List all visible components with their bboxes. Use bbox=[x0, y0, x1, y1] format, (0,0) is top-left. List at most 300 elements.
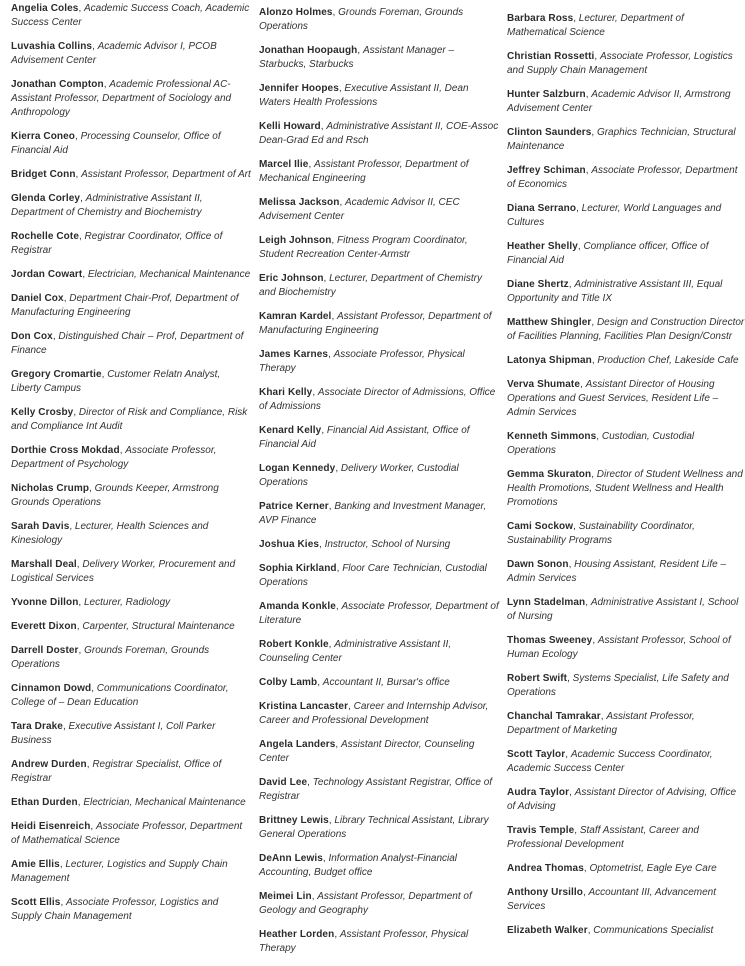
name-title-separator: , bbox=[103, 79, 110, 90]
staff-entry bbox=[11, 292, 251, 320]
staff-entry bbox=[507, 886, 745, 914]
staff-name: Audra Taylor bbox=[507, 787, 570, 798]
staff-entry bbox=[507, 430, 745, 458]
staff-name: Andrea Thomas bbox=[507, 863, 584, 874]
staff-name: Travis Temple bbox=[507, 825, 575, 836]
name-title-separator: , bbox=[591, 127, 597, 138]
staff-title: Banking and Investment Manager, AVP Finance bbox=[259, 501, 487, 526]
staff-entry bbox=[259, 272, 499, 300]
staff-title: Academic Success Coach, Academic Success Center bbox=[11, 3, 250, 28]
staff-entry bbox=[259, 500, 499, 528]
staff-name: Yvonne Dillon bbox=[11, 597, 79, 608]
name-title-separator: , bbox=[568, 279, 575, 290]
name-title-separator: , bbox=[82, 269, 88, 280]
staff-entry bbox=[11, 406, 251, 434]
name-title-separator: , bbox=[323, 273, 330, 284]
name-title-separator: , bbox=[321, 425, 327, 436]
staff-name: Scott Taylor bbox=[507, 749, 566, 760]
name-title-separator: , bbox=[69, 521, 75, 532]
staff-title: Financial Aid Assistant, Office of Financial Aid bbox=[259, 425, 470, 450]
staff-entry bbox=[259, 538, 499, 552]
staff-entry bbox=[507, 278, 745, 306]
staff-entry bbox=[507, 824, 745, 852]
staff-entry bbox=[11, 230, 251, 258]
staff-entry bbox=[507, 468, 745, 510]
staff-name: Amanda Konkle bbox=[259, 601, 336, 612]
staff-title: Assistant Manager – Starbucks, Starbucks bbox=[259, 45, 455, 70]
name-title-separator: , bbox=[594, 51, 600, 62]
staff-title: Lecturer, Logistics and Supply Chain Management bbox=[11, 859, 228, 884]
name-title-separator: , bbox=[328, 349, 334, 360]
name-title-separator: , bbox=[574, 825, 580, 836]
staff-title: Administrative Assistant III, Equal Opportunity and Title IX bbox=[507, 279, 723, 304]
staff-title: Housing Assistant, Resident Life – Admin Services bbox=[507, 559, 727, 584]
staff-name: Sophia Kirkland bbox=[259, 563, 337, 574]
staff-entry bbox=[507, 12, 745, 40]
staff-entry bbox=[11, 720, 251, 748]
staff-title: Electrician, Mechanical Maintenance bbox=[83, 797, 246, 808]
staff-title: Registrar Coordinator, Office of Registrar bbox=[11, 231, 223, 256]
staff-name: Thomas Sweeney bbox=[507, 635, 593, 646]
staff-entry bbox=[507, 354, 745, 368]
name-title-separator: , bbox=[591, 317, 597, 328]
name-title-separator: , bbox=[328, 501, 335, 512]
staff-entry bbox=[259, 348, 499, 376]
staff-title: Academic Success Coordinator, Academic Success Center bbox=[507, 749, 713, 774]
name-title-separator: , bbox=[78, 231, 85, 242]
staff-entry bbox=[259, 120, 499, 148]
staff-title: Registrar Specialist, Office of Registrar bbox=[11, 759, 222, 784]
name-title-separator: , bbox=[576, 203, 582, 214]
staff-entry bbox=[11, 796, 251, 810]
name-title-separator: , bbox=[86, 759, 93, 770]
staff-name: Latonya Shipman bbox=[507, 355, 592, 366]
staff-title: Associate Professor, Department of Economics bbox=[507, 165, 738, 190]
staff-title: Staff Assistant, Career and Professional Development bbox=[507, 825, 699, 850]
staff-name: Gregory Cromartie bbox=[11, 369, 102, 380]
name-title-separator: , bbox=[311, 891, 318, 902]
name-title-separator: , bbox=[119, 445, 126, 456]
staff-entry bbox=[11, 368, 251, 396]
staff-title: Custodian, Custodial Operations bbox=[507, 431, 695, 456]
staff-name: Jennifer Hoopes bbox=[259, 83, 339, 94]
staff-entry bbox=[259, 676, 499, 690]
staff-name: Melissa Jackson bbox=[259, 197, 340, 208]
staff-title: Grounds Foreman, Grounds Operations bbox=[11, 645, 210, 670]
staff-name: Elizabeth Walker bbox=[507, 925, 588, 936]
staff-name: Jeffrey Schiman bbox=[507, 165, 586, 176]
staff-name: Kamran Kardel bbox=[259, 311, 332, 322]
staff-name: Dorthie Cross Mokdad bbox=[11, 445, 120, 456]
staff-entry bbox=[259, 234, 499, 262]
staff-name: Khari Kelly bbox=[259, 387, 313, 398]
staff-title: Customer Relatn Analyst, Liberty Campus bbox=[11, 369, 221, 394]
staff-title: Assistant Professor, School of Human Ecology bbox=[507, 635, 731, 660]
staff-name: Gemma Skuraton bbox=[507, 469, 592, 480]
staff-title: Assistant Director, Counseling Center bbox=[259, 739, 475, 764]
name-title-separator: , bbox=[59, 859, 66, 870]
directory-column-3 bbox=[507, 12, 745, 948]
name-title-separator: , bbox=[583, 863, 590, 874]
staff-name: Jonathan Hoopaugh bbox=[259, 45, 358, 56]
staff-title: Associate Professor, Physical Therapy bbox=[259, 349, 465, 374]
staff-title: Lecturer, Health Sciences and Kinesiology bbox=[11, 521, 209, 546]
staff-title: Administrative Assistant II, Department of Chemistry and Biochemistry bbox=[11, 193, 203, 218]
staff-title: Academic Advisor I, PCOB Advisement Center bbox=[11, 41, 217, 66]
staff-name: Kelli Howard bbox=[259, 121, 321, 132]
staff-title: Systems Specialist, Life Safety and Operations bbox=[507, 673, 729, 698]
name-title-separator: , bbox=[89, 483, 95, 494]
name-title-separator: , bbox=[312, 387, 318, 398]
staff-name: Leigh Johnson bbox=[259, 235, 332, 246]
staff-entry bbox=[507, 520, 745, 548]
staff-entry bbox=[11, 644, 251, 672]
staff-entry bbox=[11, 758, 251, 786]
staff-entry bbox=[259, 310, 499, 338]
staff-entry bbox=[507, 710, 745, 738]
staff-entry bbox=[259, 386, 499, 414]
name-title-separator: , bbox=[77, 797, 84, 808]
staff-name: Heather Shelly bbox=[507, 241, 578, 252]
staff-entry bbox=[259, 44, 499, 72]
staff-name: Glenda Corley bbox=[11, 193, 81, 204]
staff-entry bbox=[259, 852, 499, 880]
staff-title: Associate Professor, Department of Mathematical Science bbox=[11, 821, 243, 846]
name-title-separator: , bbox=[80, 193, 86, 204]
staff-title: Processing Counselor, Office of Financial Aid bbox=[11, 131, 221, 156]
staff-name: Angela Landers bbox=[259, 739, 336, 750]
name-title-separator: , bbox=[91, 683, 97, 694]
staff-name: Verva Shumate bbox=[507, 379, 581, 390]
staff-entry bbox=[11, 330, 251, 358]
staff-title: Administrative Assistant II, COE-Assoc Dean-Grad Ed and Rsch bbox=[259, 121, 499, 146]
name-title-separator: , bbox=[357, 45, 363, 56]
staff-name: Chanchal Tamrakar bbox=[507, 711, 601, 722]
staff-entry bbox=[259, 890, 499, 918]
staff-name: Heather Lorden bbox=[259, 929, 335, 940]
staff-name: Anthony Ursillo bbox=[507, 887, 583, 898]
staff-entry bbox=[259, 638, 499, 666]
staff-name: Darrell Doster bbox=[11, 645, 79, 656]
name-title-separator: , bbox=[334, 929, 340, 940]
staff-title: Information Analyst-Financial Accounting, Budget office bbox=[259, 853, 458, 878]
staff-name: Hunter Salzburn bbox=[507, 89, 586, 100]
staff-entry bbox=[259, 700, 499, 728]
staff-entry bbox=[507, 50, 745, 78]
name-title-separator: , bbox=[577, 241, 584, 252]
name-title-separator: , bbox=[307, 777, 313, 788]
staff-title: Graphics Technician, Structural Maintenance bbox=[507, 127, 736, 152]
staff-name: Clinton Saunders bbox=[507, 127, 592, 138]
staff-entry bbox=[507, 202, 745, 230]
staff-name: Diana Serrano bbox=[507, 203, 577, 214]
staff-title: Technology Assistant Registrar, Office of Registrar bbox=[259, 777, 493, 802]
name-title-separator: , bbox=[573, 13, 579, 24]
staff-entry bbox=[11, 596, 251, 610]
staff-name: Kelly Crosby bbox=[11, 407, 74, 418]
staff-name: Colby Lamb bbox=[259, 677, 318, 688]
staff-name: Ethan Durden bbox=[11, 797, 78, 808]
name-title-separator: , bbox=[569, 787, 575, 798]
staff-title: Assistant Professor, Department of Geology and Geography bbox=[259, 891, 472, 916]
staff-entry bbox=[259, 600, 499, 628]
staff-title: Assistant Director of Housing Operations and Guest Services, Resident Life – Admin Services bbox=[507, 379, 719, 418]
staff-name: Jordan Cowart bbox=[11, 269, 83, 280]
name-title-separator: , bbox=[328, 639, 335, 650]
staff-entry bbox=[507, 862, 745, 876]
staff-title: Distinguished Chair – Prof, Department of Finance bbox=[11, 331, 244, 356]
name-title-separator: , bbox=[335, 739, 341, 750]
name-title-separator: , bbox=[320, 121, 327, 132]
staff-entry bbox=[259, 562, 499, 590]
name-title-separator: , bbox=[75, 169, 82, 180]
staff-entry bbox=[507, 88, 745, 116]
name-title-separator: , bbox=[339, 197, 345, 208]
staff-entry bbox=[11, 682, 251, 710]
staff-title: Administrative Assistant II, Counseling Center bbox=[259, 639, 452, 664]
staff-name: Tara Drake bbox=[11, 721, 63, 732]
staff-title: Design and Construction Director of Facilities Planning, Facilities Plan Design/Constr bbox=[507, 317, 745, 342]
name-title-separator: , bbox=[101, 369, 108, 380]
staff-title: Fitness Program Coordinator, Student Recreation Center-Armstr bbox=[259, 235, 468, 260]
staff-name: Matthew Shingler bbox=[507, 317, 592, 328]
staff-name: Angelia Coles bbox=[11, 3, 79, 14]
staff-title: Assistant Professor, Department of Art bbox=[81, 169, 251, 180]
staff-title: Communications Coordinator, College of – Dean Education bbox=[11, 683, 229, 708]
name-title-separator: , bbox=[92, 41, 98, 52]
staff-title: Delivery Worker, Custodial Operations bbox=[259, 463, 459, 488]
staff-entry bbox=[11, 78, 251, 120]
staff-entry bbox=[11, 858, 251, 886]
staff-title: Career and Internship Advisor, Career and Professional Development bbox=[259, 701, 489, 726]
staff-entry bbox=[507, 748, 745, 776]
staff-entry bbox=[259, 424, 499, 452]
name-title-separator: , bbox=[78, 3, 84, 14]
name-title-separator: , bbox=[62, 721, 69, 732]
staff-title: Assistant Professor, Physical Therapy bbox=[259, 929, 469, 954]
staff-name: Robert Swift bbox=[507, 673, 568, 684]
staff-name: Kenneth Simmons bbox=[507, 431, 597, 442]
staff-title: Academic Advisor II, Armstrong Advisement Center bbox=[507, 89, 731, 114]
staff-entry bbox=[507, 164, 745, 192]
name-title-separator: , bbox=[596, 431, 602, 442]
staff-title: Grounds Keeper, Armstrong Grounds Operations bbox=[11, 483, 219, 508]
staff-name: Cami Sockow bbox=[507, 521, 574, 532]
staff-title: Lecturer, Department of Chemistry and Biochemistry bbox=[259, 273, 482, 298]
staff-title: Lecturer, Radiology bbox=[83, 597, 171, 608]
staff-title: Library Technical Assistant, Library General Operations bbox=[259, 815, 489, 840]
staff-title: Executive Assistant II, Dean Waters Health Professions bbox=[259, 83, 469, 108]
staff-name: Meimei Lin bbox=[259, 891, 312, 902]
staff-entry bbox=[11, 558, 251, 586]
staff-title: Delivery Worker, Procurement and Logistical Services bbox=[11, 559, 236, 584]
staff-entry bbox=[507, 558, 745, 586]
name-title-separator: , bbox=[585, 165, 592, 176]
staff-entry bbox=[507, 240, 745, 268]
staff-entry bbox=[11, 482, 251, 510]
staff-name: Alonzo Holmes bbox=[259, 7, 333, 18]
staff-name: Nicholas Crump bbox=[11, 483, 90, 494]
name-title-separator: , bbox=[322, 853, 329, 864]
name-title-separator: , bbox=[591, 355, 598, 366]
staff-name: Marcel Ilie bbox=[259, 159, 309, 170]
name-title-separator: , bbox=[585, 89, 592, 100]
staff-title: Department Chair-Prof, Department of Manufacturing Engineering bbox=[11, 293, 239, 318]
staff-entry bbox=[259, 6, 499, 34]
name-title-separator: , bbox=[308, 159, 315, 170]
name-title-separator: , bbox=[592, 635, 598, 646]
staff-name: Brittney Lewis bbox=[259, 815, 329, 826]
name-title-separator: , bbox=[573, 521, 579, 532]
staff-entry bbox=[11, 2, 251, 30]
staff-entry bbox=[507, 786, 745, 814]
staff-title: Sustainability Coordinator, Sustainability Programs bbox=[507, 521, 695, 546]
name-title-separator: , bbox=[60, 897, 67, 908]
staff-title: Accountant II, Bursar's office bbox=[322, 677, 450, 688]
staff-title: Carpenter, Structural Maintenance bbox=[82, 621, 235, 632]
staff-name: Kierra Coneo bbox=[11, 131, 75, 142]
name-title-separator: , bbox=[52, 331, 59, 342]
name-title-separator: , bbox=[335, 601, 342, 612]
staff-entry bbox=[11, 896, 251, 924]
staff-title: Director of Risk and Compliance, Risk and Compliance Int Audit bbox=[11, 407, 248, 432]
staff-entry bbox=[507, 672, 745, 700]
staff-title: Optometrist, Eagle Eye Care bbox=[589, 863, 717, 874]
name-title-separator: , bbox=[76, 559, 83, 570]
staff-entry bbox=[11, 444, 251, 472]
staff-name: Lynn Stadelman bbox=[507, 597, 586, 608]
name-title-separator: , bbox=[568, 559, 575, 570]
staff-title: Academic Advisor II, CEC Advisement Center bbox=[259, 197, 460, 222]
staff-entry bbox=[259, 928, 499, 956]
name-title-separator: , bbox=[75, 131, 81, 142]
staff-title: Assistant Professor, Department of Mechanical Engineering bbox=[259, 159, 469, 184]
staff-entry bbox=[507, 924, 745, 938]
staff-entry bbox=[259, 462, 499, 490]
staff-name: Amie Ellis bbox=[11, 859, 60, 870]
staff-entry bbox=[11, 520, 251, 548]
staff-entry bbox=[11, 268, 251, 282]
name-title-separator: , bbox=[73, 407, 79, 418]
staff-entry bbox=[11, 620, 251, 634]
name-title-separator: , bbox=[331, 311, 338, 322]
staff-name: Don Cox bbox=[11, 331, 53, 342]
staff-entry bbox=[11, 820, 251, 848]
name-title-separator: , bbox=[78, 597, 84, 608]
name-title-separator: , bbox=[591, 469, 597, 480]
name-title-separator: , bbox=[565, 749, 571, 760]
staff-entry bbox=[507, 126, 745, 154]
staff-name: Logan Kennedy bbox=[259, 463, 336, 474]
staff-entry bbox=[507, 316, 745, 344]
staff-entry bbox=[259, 814, 499, 842]
staff-name: Patrice Kerner bbox=[259, 501, 329, 512]
staff-name: Eric Johnson bbox=[259, 273, 324, 284]
staff-title: Compliance officer, Office of Financial Aid bbox=[507, 241, 709, 266]
staff-name: Andrew Durden bbox=[11, 759, 87, 770]
staff-entry bbox=[259, 196, 499, 224]
staff-name: Cinnamon Dowd bbox=[11, 683, 92, 694]
staff-title: Associate Professor, Logistics and Supply Chain Management bbox=[11, 897, 219, 922]
name-title-separator: , bbox=[587, 925, 594, 936]
staff-title: Lecturer, Department of Mathematical Science bbox=[507, 13, 684, 38]
staff-entry bbox=[507, 378, 745, 420]
staff-entry bbox=[11, 192, 251, 220]
staff-name: Dawn Sonon bbox=[507, 559, 569, 570]
name-title-separator: , bbox=[600, 711, 607, 722]
staff-title: Associate Director of Admissions, Office of Admissions bbox=[259, 387, 496, 412]
staff-title: Executive Assistant I, Coll Parker Business bbox=[11, 721, 216, 746]
staff-entry bbox=[259, 738, 499, 766]
staff-entry bbox=[11, 168, 251, 182]
name-title-separator: , bbox=[336, 563, 343, 574]
staff-entry bbox=[259, 82, 499, 110]
staff-name: Joshua Kies bbox=[259, 539, 320, 550]
staff-name: Kenard Kelly bbox=[259, 425, 322, 436]
name-title-separator: , bbox=[338, 83, 345, 94]
staff-title: Production Chef, Lakeside Cafe bbox=[597, 355, 739, 366]
staff-title: Lecturer, World Languages and Cultures bbox=[507, 203, 722, 228]
staff-name: Christian Rossetti bbox=[507, 51, 595, 62]
name-title-separator: , bbox=[78, 645, 85, 656]
name-title-separator: , bbox=[76, 621, 83, 632]
staff-title: Assistant Professor, Department of Manufacturing Engineering bbox=[259, 311, 492, 336]
staff-entry bbox=[11, 40, 251, 68]
staff-name: David Lee bbox=[259, 777, 308, 788]
name-title-separator: , bbox=[63, 293, 70, 304]
staff-name: Rochelle Cote bbox=[11, 231, 79, 242]
staff-title: Floor Care Technician, Custodial Operations bbox=[259, 563, 487, 588]
directory-column-2 bbox=[259, 6, 499, 966]
staff-name: Jonathan Compton bbox=[11, 79, 104, 90]
staff-name: Marshall Deal bbox=[11, 559, 77, 570]
staff-name: Scott Ellis bbox=[11, 897, 61, 908]
staff-title: Associate Professor, Department of Literature bbox=[259, 601, 499, 626]
staff-entry bbox=[259, 158, 499, 186]
staff-title: Associate Professor, Logistics and Supply Chain Management bbox=[507, 51, 733, 76]
staff-entry bbox=[507, 596, 745, 624]
name-title-separator: , bbox=[335, 463, 341, 474]
staff-title: Accountant III, Advancement Services bbox=[507, 887, 716, 912]
staff-name: Luvashia Collins bbox=[11, 41, 93, 52]
name-title-separator: , bbox=[331, 235, 337, 246]
name-title-separator: , bbox=[567, 673, 573, 684]
staff-entry bbox=[259, 776, 499, 804]
staff-name: Sarah Davis bbox=[11, 521, 70, 532]
staff-title: Communications Specialist bbox=[593, 925, 714, 936]
staff-name: Bridget Conn bbox=[11, 169, 76, 180]
staff-name: Heidi Eisenreich bbox=[11, 821, 91, 832]
name-title-separator: , bbox=[317, 677, 323, 688]
staff-name: Diane Shertz bbox=[507, 279, 569, 290]
name-title-separator: , bbox=[585, 597, 591, 608]
staff-title: Academic Professional AC-Assistant Professor, Department of Sociology and Anthropology bbox=[11, 79, 232, 118]
name-title-separator: , bbox=[348, 701, 354, 712]
staff-title: Administrative Assistant I, School of Nursing bbox=[507, 597, 739, 622]
directory-column-1 bbox=[11, 2, 251, 934]
staff-name: Daniel Cox bbox=[11, 293, 64, 304]
name-title-separator: , bbox=[332, 7, 339, 18]
staff-name: Robert Konkle bbox=[259, 639, 329, 650]
staff-name: Barbara Ross bbox=[507, 13, 574, 24]
staff-entry bbox=[11, 130, 251, 158]
staff-title: Grounds Foreman, Grounds Operations bbox=[259, 7, 464, 32]
name-title-separator: , bbox=[319, 539, 325, 550]
staff-entry bbox=[507, 634, 745, 662]
staff-name: Everett Dixon bbox=[11, 621, 77, 632]
name-title-separator: , bbox=[328, 815, 335, 826]
staff-name: DeAnn Lewis bbox=[259, 853, 323, 864]
